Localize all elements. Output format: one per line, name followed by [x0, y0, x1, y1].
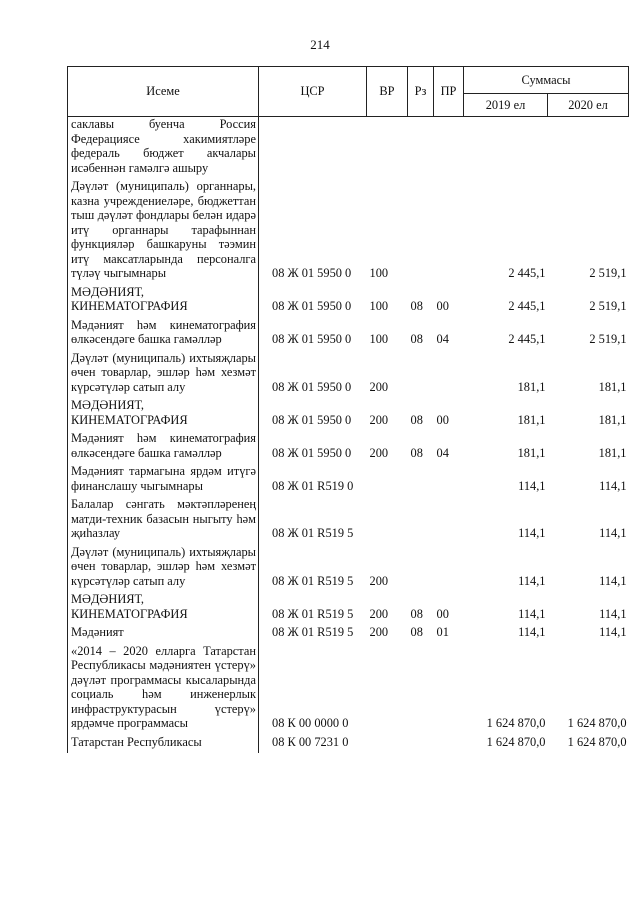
row-vr-code: [367, 644, 408, 731]
row-csr-code: 08 Ж 01 5950 0: [272, 332, 352, 346]
row-name: Балалар сәнгать мәктәпләренең матди-техник базасын ныгыту һәм җиһазлау: [68, 497, 259, 541]
row-rz-code: 08: [410, 445, 423, 460]
row-name: Мәдәният: [68, 625, 259, 640]
page-number: 214: [310, 37, 330, 52]
row-pr-code: [434, 117, 464, 176]
row-amount-2020: 1 624 870,0: [567, 734, 627, 749]
table-row: [68, 431, 629, 460]
row-name: Мәдәният һәм кинематография өлкәсендәге башка гамәлләр: [68, 318, 259, 347]
header-vr: ВР: [367, 67, 408, 117]
row-vr-code: [367, 497, 408, 541]
row-pr-code: [434, 351, 464, 395]
row-amount-2019: 181,1: [517, 379, 546, 394]
table-row: [68, 351, 629, 395]
row-vr-code: 200: [369, 379, 389, 394]
row-name: Мәдәният тармагына ярдәм итүгә финанслашу чыгымнары: [68, 464, 259, 493]
row-pr-code: 04: [436, 445, 449, 460]
row-pr-code: [434, 545, 464, 589]
row-csr-code: 08 Ж 01 R519 5: [272, 625, 354, 639]
table-row: [68, 592, 629, 621]
table-row: [68, 318, 629, 347]
row-amount-2020: 114,1: [599, 606, 627, 621]
row-amount-2019: 1 624 870,0: [486, 716, 546, 730]
row-amount-2020: 181,1: [598, 379, 627, 394]
row-amount-2019: 2 445,1: [508, 299, 546, 313]
row-rz-code: [408, 464, 434, 493]
row-pr-code: 00: [436, 606, 449, 621]
row-rz-code: [408, 545, 434, 589]
table-header: [68, 67, 629, 117]
row-rz-code: 08: [410, 606, 423, 621]
row-rz-code: [408, 179, 434, 281]
row-vr-code: 200: [369, 445, 389, 460]
table-row: [68, 545, 629, 589]
budget-sheet: [67, 66, 628, 753]
row-name: Дәүләт (муниципаль) органнары, казна учреждениеләре, бюджеттан тыш дәүләт фондлары белән идарә итү органнары тарафыннан функцияләр башкаруны тәэмин итү максатларында персоналга түләү чыгымнары: [68, 179, 259, 281]
row-csr-code: 08 Ж 01 5950 0: [272, 266, 352, 280]
row-vr-code: 100: [369, 266, 389, 280]
row-amount-2019: 181,1: [517, 445, 546, 460]
row-csr-code: 08 Ж 01 R519 5: [272, 573, 354, 588]
header-sums: Суммасы: [464, 67, 629, 94]
row-csr-code: 08 Ж 01 R519 5: [272, 606, 354, 621]
row-amount-2019: 114,1: [518, 526, 546, 540]
row-amount-2020: 2 519,1: [589, 266, 627, 280]
row-amount-2020: 1 624 870,0: [567, 716, 627, 730]
row-amount-2019: 114,1: [518, 478, 546, 493]
header-year-2019: 2019 ел: [464, 94, 548, 117]
row-vr-code: 200: [369, 412, 389, 427]
row-amount-2019: 114,1: [518, 573, 546, 588]
row-rz-code: 08: [410, 625, 423, 639]
table-row: [68, 644, 629, 731]
row-spacer-cell: [434, 749, 464, 753]
row-amount-2020: 114,1: [599, 625, 627, 639]
row-amount-2020: [548, 117, 629, 176]
table-row: [68, 497, 629, 541]
header-rz: Рз: [408, 67, 434, 117]
row-name: МӘДӘНИЯТ, КИНЕМАТОГРАФИЯ: [68, 592, 259, 621]
row-csr-code: 08 Ж 01 R519 5: [272, 526, 354, 540]
row-spacer-cell: [408, 749, 434, 753]
row-amount-2020: 114,1: [599, 478, 627, 493]
row-name: Татарстан Республикасы: [68, 735, 259, 750]
row-vr-code: 100: [369, 332, 389, 346]
table-row: [68, 117, 629, 176]
header-csr: ЦСР: [259, 67, 367, 117]
row-spacer-cell: [367, 749, 408, 753]
row-amount-2019: 2 445,1: [508, 332, 546, 346]
row-amount-2020: 114,1: [599, 526, 627, 540]
table-body: [68, 117, 629, 754]
row-csr-code: [259, 117, 367, 176]
row-csr-code: 08 К 00 7231 0: [272, 734, 349, 749]
row-amount-2020: 2 519,1: [589, 332, 627, 346]
row-rz-code: 08: [410, 299, 423, 313]
row-vr-code: 200: [369, 625, 389, 639]
table-row: [68, 464, 629, 493]
row-csr-code: 08 Ж 01 5950 0: [272, 412, 352, 427]
row-vr-code: [367, 464, 408, 493]
row-spacer-cell: [259, 749, 367, 753]
row-amount-2019: 1 624 870,0: [486, 734, 546, 749]
row-amount-2019: 114,1: [518, 606, 546, 621]
row-amount-2019: [464, 117, 548, 176]
row-spacer-cell: [464, 749, 548, 753]
row-name: Мәдәният һәм кинематография өлкәсендәге башка гамәлләр: [68, 431, 259, 460]
row-pr-code: 01: [436, 625, 449, 639]
row-csr-code: 08 К 00 0000 0: [272, 716, 349, 730]
row-rz-code: [408, 117, 434, 176]
row-amount-2020: 181,1: [598, 445, 627, 460]
row-spacer-cell: [548, 749, 629, 753]
row-name: МӘДӘНИЯТ, КИНЕМАТОГРАФИЯ: [68, 398, 259, 427]
row-amount-2019: 114,1: [518, 625, 546, 639]
row-vr-code: [367, 117, 408, 176]
row-pr-code: 04: [436, 332, 449, 346]
row-name: «2014 – 2020 елларга Татарстан Республикасы мәдәниятен үстерү» дәүләт программасы кысаларында социаль һәм инженерлык инфраструктурасын үстерү» ярдәмче программасы: [68, 644, 259, 731]
row-name: МӘДӘНИЯТ, КИНЕМАТОГРАФИЯ: [68, 285, 259, 314]
row-amount-2020: 114,1: [599, 573, 627, 588]
row-csr-code: 08 Ж 01 5950 0: [272, 445, 352, 460]
row-vr-code: [367, 735, 408, 750]
row-csr-code: 08 Ж 01 5950 0: [272, 299, 352, 313]
row-rz-code: 08: [410, 412, 423, 427]
row-pr-code: 00: [436, 299, 449, 313]
row-csr-code: 08 Ж 01 5950 0: [272, 379, 352, 394]
row-csr-code: 08 Ж 01 R519 0: [272, 478, 354, 493]
table-row: [68, 735, 629, 750]
row-vr-code: 200: [369, 606, 389, 621]
row-rz-code: [408, 497, 434, 541]
row-pr-code: [434, 179, 464, 281]
row-pr-code: 00: [436, 412, 449, 427]
row-spacer: [68, 749, 629, 753]
header-pr: ПР: [434, 67, 464, 117]
row-amount-2019: 181,1: [517, 412, 546, 427]
row-pr-code: [434, 644, 464, 731]
table-row: [68, 285, 629, 314]
row-vr-code: 200: [369, 573, 389, 588]
row-name: саклавы буенча Россия Федерациясе хакимиятләре федераль бюджет акчалары исәбеннән гамәлгә ашыру: [68, 117, 259, 176]
row-rz-code: [408, 735, 434, 750]
row-name: Дәүләт (муниципаль) ихтыяҗлары өчен товарлар, эшләр һәм хезмәт күрсәтүләр сатып алу: [68, 545, 259, 589]
row-rz-code: [408, 351, 434, 395]
row-pr-code: [434, 497, 464, 541]
header-year-2020: 2020 ел: [548, 94, 629, 117]
header-name: Исеме: [68, 67, 259, 117]
row-rz-code: 08: [410, 332, 423, 346]
budget-table: [67, 66, 629, 753]
row-amount-2019: 2 445,1: [508, 266, 546, 280]
row-amount-2020: 181,1: [598, 412, 627, 427]
row-amount-2020: 2 519,1: [589, 299, 627, 313]
row-pr-code: [434, 735, 464, 750]
row-name: Дәүләт (муниципаль) ихтыяҗлары өчен товарлар, эшләр һәм хезмәт күрсәтүләр сатып алу: [68, 351, 259, 395]
table-row: [68, 625, 629, 640]
row-vr-code: 100: [369, 299, 389, 313]
table-row: [68, 398, 629, 427]
row-spacer-cell: [68, 749, 259, 753]
row-pr-code: [434, 464, 464, 493]
row-rz-code: [408, 644, 434, 731]
table-row: [68, 179, 629, 281]
